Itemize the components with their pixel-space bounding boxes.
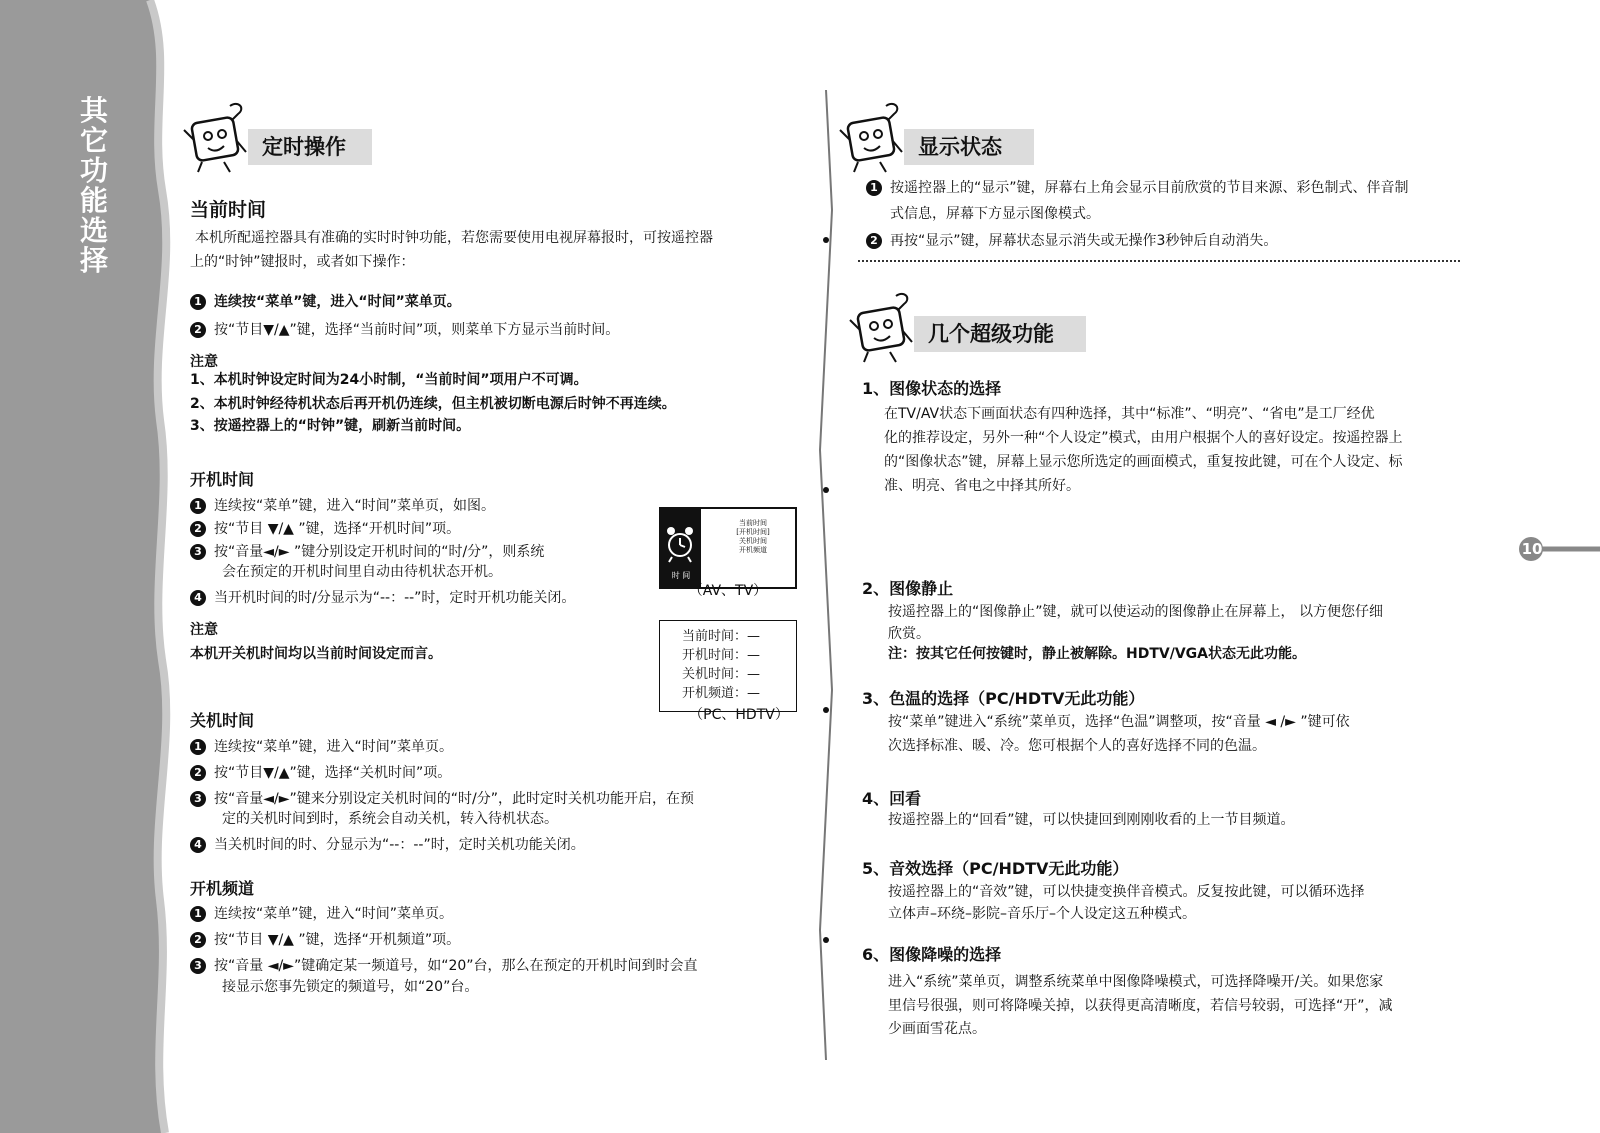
step-text: 按“音量 ◄/►”键确定某一频道号，如“20”台，那么在预定的开机时间到时会直 xyxy=(214,958,698,974)
step-text-continued: 会在预定的开机时间里自动由待机状态开机。 xyxy=(222,564,502,580)
item-heading: 1、图像状态的选择 xyxy=(862,379,1002,398)
step-text: 当开机时间的时/分显示为“--：--”时，定时开机功能关闭。 xyxy=(214,590,576,606)
figure-caption-av-tv: （AV、TV） xyxy=(688,583,768,599)
step-item xyxy=(190,318,619,342)
step-item xyxy=(866,176,1409,200)
alarm-clock-icon xyxy=(665,523,695,563)
step-text-continued: 式信息，屏幕下方显示图像模式。 xyxy=(890,206,1100,222)
step-text: 当关机时间的时、分显示为“--：--”时，定时关机功能关闭。 xyxy=(214,837,585,853)
paragraph-line: 按遥控器上的“音效”键，可以快捷变换伴音模式。反复按此键，可以循环选择 xyxy=(888,884,1365,900)
heading-power-on-time: 开机时间 xyxy=(190,470,255,489)
step-number-icon: 1 xyxy=(190,498,206,514)
step-item xyxy=(190,833,585,857)
step-text: 按“节目 ▼/▲ ”键，选择“开机时间”项。 xyxy=(214,521,461,537)
paragraph-line: 按遥控器上的“图像静止”键，就可以使运动的图像静止在屏幕上， 以方便您仔细 xyxy=(888,604,1383,620)
step-item xyxy=(190,928,460,952)
sidebar-title-char: 择 xyxy=(79,244,108,277)
page-number: 10 xyxy=(1521,540,1543,558)
step-text: 按“音量◄/►”键来分别设定关机时间的“时/分”，此时定时关机功能开启，在预 xyxy=(214,791,694,807)
screen-menu-item: 当前时间 xyxy=(739,519,767,527)
step-number-icon: 2 xyxy=(190,322,206,338)
step-item xyxy=(190,517,460,541)
step-text-continued: 定的关机时间到时，系统会自动关机，转入待机状态。 xyxy=(222,811,558,827)
step-text: 连续按“菜单”键，进入“时间”菜单页，如图。 xyxy=(214,498,496,514)
step-item xyxy=(190,290,461,314)
paragraph-line: 准、明亮、省电之中择其所好。 xyxy=(884,478,1080,494)
time-menu-list xyxy=(659,620,797,712)
heading-current-time: 当前时间 xyxy=(190,199,267,221)
step-text: 按“音量◄/► ”键分别设定开机时间的“时/分”，则系统 xyxy=(214,544,545,560)
step-text: 连续按“菜单”键，进入“时间”菜单页。 xyxy=(214,906,454,922)
step-text: 按“节目 ▼/▲ ”键，选择“开机频道”项。 xyxy=(214,932,461,948)
section-divider xyxy=(858,260,1460,262)
note-line: 3、按遥控器上的“时钟”键，刷新当前时间。 xyxy=(190,418,471,434)
section-title-timer: 定时操作 xyxy=(248,129,372,165)
item-heading: 2、图像静止 xyxy=(862,579,954,598)
sidebar-title-char: 选 xyxy=(79,214,108,247)
paragraph-line: 化的推荐设定，另外一种“个人设定”模式，由用户根据个人的喜好设定。按遥控器上 xyxy=(884,430,1403,446)
note-label: 注意 xyxy=(190,354,218,370)
note-line: 注：按其它任何按键时，静止被解除。HDTV/VGA状态无此功能。 xyxy=(888,646,1306,662)
sidebar-title-char: 能 xyxy=(79,184,108,217)
step-item xyxy=(190,735,453,759)
step-number-icon: 2 xyxy=(866,233,882,249)
screen-menu-item: [开机时间] xyxy=(736,528,770,536)
step-item xyxy=(190,586,575,610)
item-heading: 5、音效选择（PC/HDTV无此功能） xyxy=(862,859,1129,878)
paragraph-line: 按“菜单”键进入“系统”菜单页，选择“色温”调整项，按“音量 ◄ /► ”键可依 xyxy=(888,714,1350,730)
paragraph-line: 在TV/AV状态下画面状态有四种选择，其中“标准”、“明亮”、“省电”是工厂经优 xyxy=(884,406,1375,422)
note-label: 注意 xyxy=(190,622,218,638)
note-line: 本机开关机时间均以当前时间设定而言。 xyxy=(190,646,442,662)
tv-menu-screenshot xyxy=(659,507,797,589)
figure-caption-pc-hdtv: （PC、HDTV） xyxy=(689,707,789,723)
step-text: 再按“显示”键，屏幕状态显示消失或无操作3秒钟后自动消失。 xyxy=(890,233,1278,249)
step-number-icon: 2 xyxy=(190,932,206,948)
step-number-icon: 4 xyxy=(190,590,206,606)
step-number-icon: 4 xyxy=(190,837,206,853)
step-number-icon: 3 xyxy=(190,958,206,974)
heading-power-off-time: 关机时间 xyxy=(190,711,255,730)
note-line: 1、本机时钟设定时间为24小时制，“当前时间”项用户不可调。 xyxy=(190,372,588,388)
step-number-icon: 2 xyxy=(190,521,206,537)
paragraph-line: 欣赏。 xyxy=(888,626,930,642)
paragraph-line: 里信号很强，则可将降噪关掉，以获得更高清晰度，若信号较弱，可选择“开”，减 xyxy=(888,998,1393,1014)
paragraph-line: 本机所配遥控器具有准确的实时时钟功能，若您需要使用电视屏幕报时，可按遥控器 xyxy=(195,230,713,246)
screen-caption: 时 间 xyxy=(671,571,691,580)
heading-power-on-channel: 开机频道 xyxy=(190,879,255,898)
sidebar-band xyxy=(0,0,200,1133)
step-number-icon: 3 xyxy=(190,544,206,560)
sidebar-title xyxy=(70,96,118,276)
paragraph-line: 按遥控器上的“回看”键，可以快捷回到刚刚收看的上一节目频道。 xyxy=(888,812,1295,828)
paragraph-line: 立体声–环绕–影院–音乐厅–个人设定这五种模式。 xyxy=(888,906,1196,922)
section-title-super-functions: 几个超级功能 xyxy=(914,316,1086,352)
paragraph-line: 上的“时钟”键报时，或者如下操作： xyxy=(190,254,415,270)
list-item: 开机时间：— xyxy=(682,648,761,663)
step-text-continued: 接显示您事先锁定的频道号，如“20”台。 xyxy=(222,979,479,995)
step-text: 按“节目▼/▲”键，选择“当前时间”项，则菜单下方显示当前时间。 xyxy=(214,322,620,338)
paragraph-line: 的“图像状态”键，屏幕上显示您所选定的画面模式，重复按此键，可在个人设定、标 xyxy=(884,454,1403,470)
step-text: 按“节目▼/▲”键，选择“关机时间”项。 xyxy=(214,765,452,781)
screen-menu xyxy=(711,519,795,555)
sidebar-title-char: 功 xyxy=(79,154,108,187)
step-item xyxy=(866,229,1277,253)
step-text: 连续按“菜单”键，进入“时间”菜单页。 xyxy=(214,739,454,755)
step-item xyxy=(190,494,495,518)
screen-menu-item: 开机频道 xyxy=(739,546,767,554)
step-number-icon: 1 xyxy=(190,906,206,922)
section-title-display: 显示状态 xyxy=(904,129,1034,165)
paragraph-line: 进入“系统”菜单页，调整系统菜单中图像降噪模式，可选择降噪开/关。如果您家 xyxy=(888,974,1384,990)
list-item: 当前时间：— xyxy=(682,629,761,644)
step-text: 连续按“菜单”键，进入“时间”菜单页。 xyxy=(214,294,461,310)
item-heading: 6、图像降噪的选择 xyxy=(862,945,1002,964)
step-number-icon: 1 xyxy=(190,294,206,310)
step-number-icon: 1 xyxy=(866,180,882,196)
screen-menu-item: 关机时间 xyxy=(739,537,767,545)
list-item: 关机时间：— xyxy=(682,667,761,682)
paragraph-line: 少画面雪花点。 xyxy=(888,1021,986,1037)
list-item: 开机频道：— xyxy=(682,686,761,701)
step-number-icon: 1 xyxy=(190,739,206,755)
step-item xyxy=(190,761,451,785)
step-text: 按遥控器上的“显示”键，屏幕右上角会显示目前欣赏的节目来源、彩色制式、伴音制 xyxy=(890,180,1409,196)
step-item xyxy=(190,902,453,926)
step-number-icon: 3 xyxy=(190,791,206,807)
item-heading: 3、色温的选择（PC/HDTV无此功能） xyxy=(862,689,1145,708)
note-line: 2、本机时钟经待机状态后再开机仍连续，但主机被切断电源后时钟不再连续。 xyxy=(190,396,676,412)
paragraph-line: 次选择标准、暖、冷。您可根据个人的喜好选择不同的色温。 xyxy=(888,738,1266,754)
sidebar-title-char: 其 xyxy=(79,94,108,127)
step-number-icon: 2 xyxy=(190,765,206,781)
item-heading: 4、回看 xyxy=(862,789,922,808)
sidebar-title-char: 它 xyxy=(79,124,108,157)
center-fold xyxy=(818,90,834,1060)
